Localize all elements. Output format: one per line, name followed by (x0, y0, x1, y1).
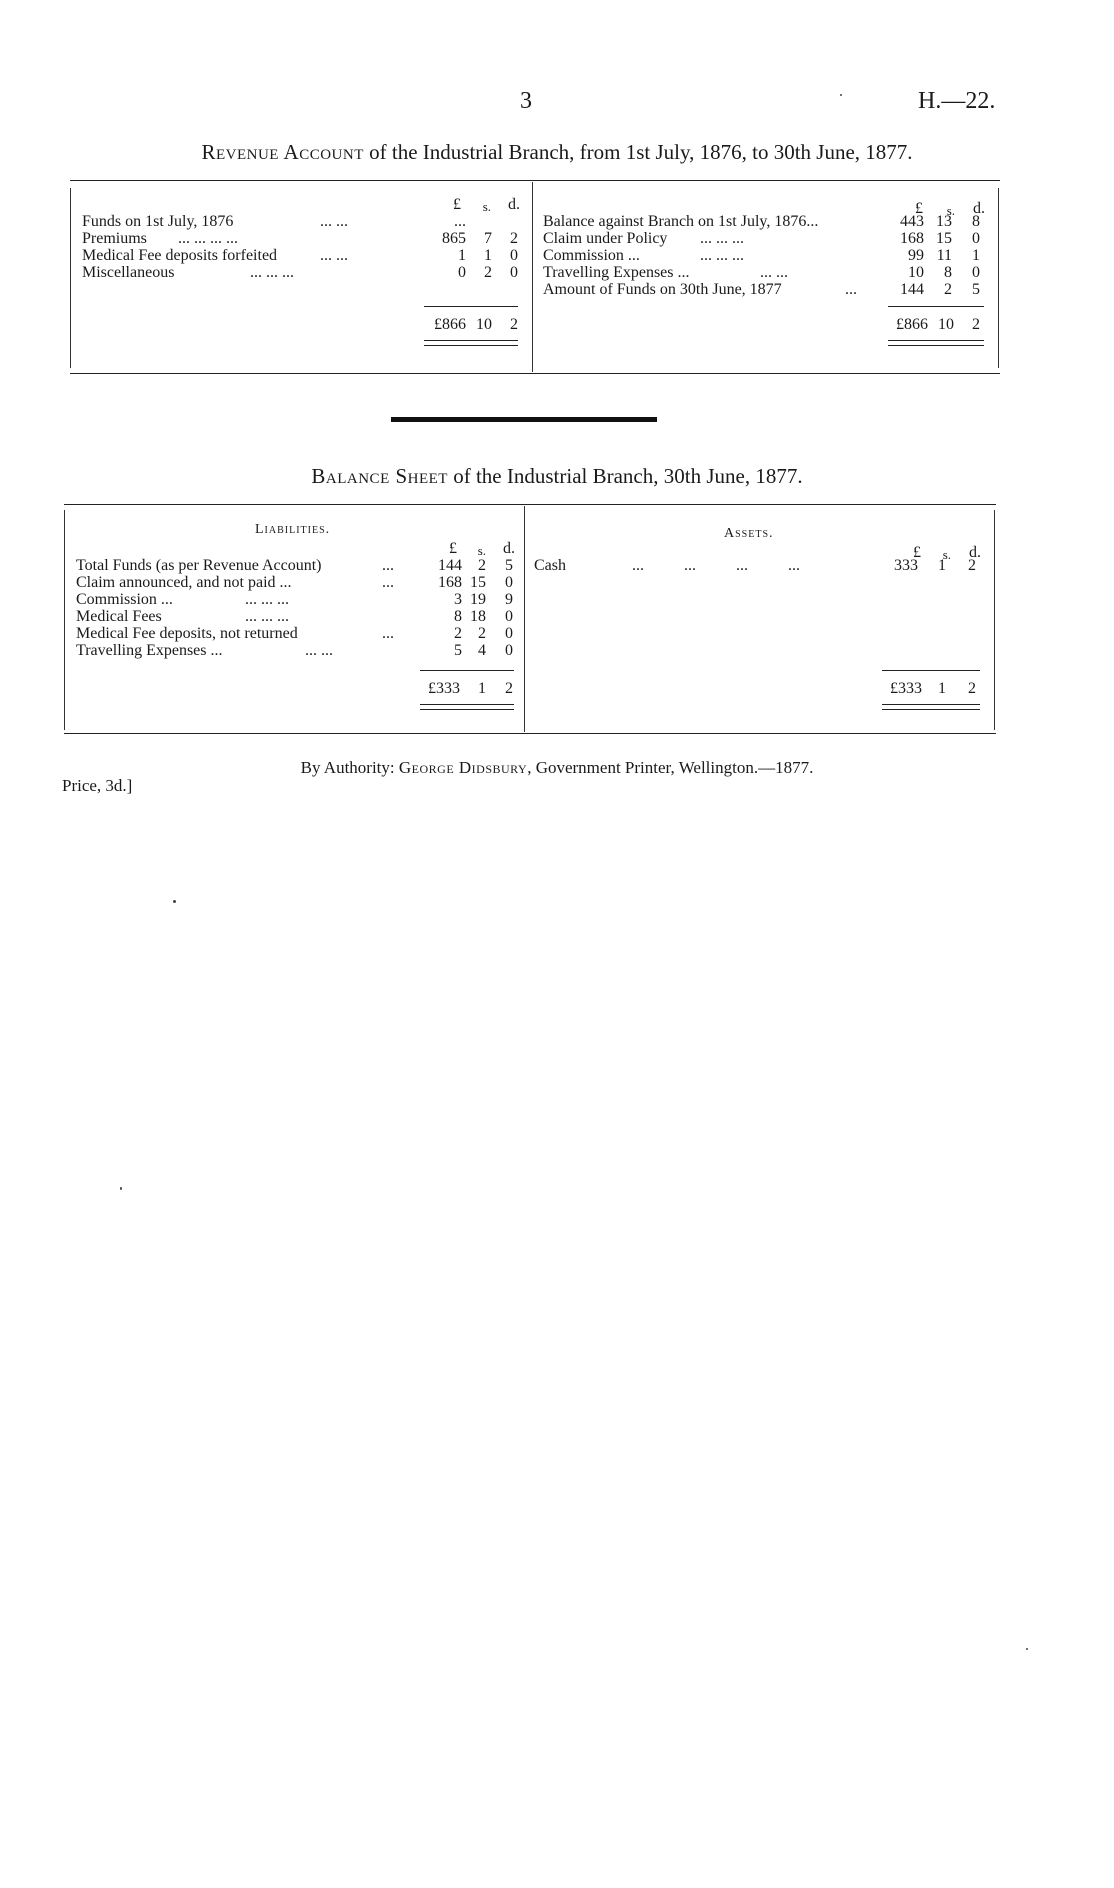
row-pence: 9 (505, 591, 513, 608)
balance-divider (524, 506, 525, 732)
row-shillings: 15 (936, 230, 952, 247)
row-pence: 0 (510, 247, 518, 264)
row-pence: 1 (972, 247, 980, 264)
revenue-left-total-rule (424, 306, 518, 307)
balance-sheet-title (0, 464, 1114, 489)
balance-right-pence-header: d. (969, 544, 981, 561)
row-pence: 2 (510, 230, 518, 247)
row-label: Medical Fees (76, 608, 162, 625)
row-leader-dots: ... ... ... (250, 264, 294, 281)
scan-speck (840, 94, 842, 96)
row-shillings: 11 (936, 247, 952, 264)
balance-right-total-shillings: 1 (938, 680, 946, 697)
balance-left-pence-header: d. (503, 540, 515, 557)
row-leader-dots: ... (382, 574, 394, 591)
row-pounds: 443 (900, 213, 924, 230)
row-shillings: 2 (478, 625, 486, 642)
row-pence: 0 (505, 608, 513, 625)
row-leader-dots: ... (382, 557, 394, 574)
revenue-right-total-double-rule (888, 340, 984, 346)
revenue-right-pence-header: d. (973, 200, 985, 217)
balance-left-total-pence: 2 (505, 680, 513, 697)
balance-right-total-double-rule (882, 704, 980, 710)
balance-right-shillings-header: s. (942, 547, 951, 562)
authority-lead: By Authority: (300, 758, 399, 777)
row-pounds: 2 (454, 625, 462, 642)
row-pounds: 1 (458, 247, 466, 264)
balance-left-total-pounds: £333 (428, 680, 460, 697)
revenue-right-pounds-header: £ (915, 200, 923, 217)
revenue-right-total-pounds: £866 (896, 316, 928, 333)
revenue-left-border (70, 188, 71, 368)
revenue-right-total-shillings: 10 (938, 316, 954, 333)
revenue-title-lead: Revenue Account (201, 140, 364, 164)
row-leader-dots: ... ... ... (700, 247, 744, 264)
revenue-left-total-double-rule (424, 340, 518, 346)
row-pounds: 0 (458, 264, 466, 281)
row-shillings: 13 (936, 213, 952, 230)
row-leader-dots: ... ... ... (245, 591, 289, 608)
row-pounds: 168 (900, 230, 924, 247)
balance-title-lead: Balance Sheet (311, 464, 448, 488)
row-shillings: 4 (478, 642, 486, 659)
row-pounds: 333 (894, 557, 918, 574)
revenue-right-total-rule (888, 306, 984, 307)
row-leader-dots: ... (845, 281, 857, 298)
row-pence: 0 (972, 264, 980, 281)
revenue-left-total-shillings: 10 (476, 316, 492, 333)
assets-header: Assets. (724, 526, 774, 541)
row-pounds: 144 (438, 557, 462, 574)
revenue-left-shillings-header: s. (482, 199, 491, 214)
authority-printer-name: George Didsbury (398, 758, 528, 777)
row-leader-dots: ... ... (320, 247, 348, 264)
row-pence: 0 (972, 230, 980, 247)
row-leader-dots: ... ... (305, 642, 333, 659)
row-label: Miscellaneous (82, 264, 175, 281)
row-pence: 0 (510, 264, 518, 281)
row-label: Total Funds (as per Revenue Account) (76, 557, 322, 574)
row-pence: 0 (505, 625, 513, 642)
row-leader-dots: ... ... (760, 264, 788, 281)
balance-right-total-pence: 2 (968, 680, 976, 697)
row-label: Travelling Expenses ... (76, 642, 223, 659)
row-label: Medical Fee deposits forfeited (82, 247, 278, 264)
row-leader-dots: ... (382, 625, 394, 642)
row-shillings: 2 (478, 557, 486, 574)
row-shillings: 1 (938, 557, 946, 574)
row-label: Claim announced, and not paid ... (76, 574, 292, 591)
revenue-account-table (70, 180, 1000, 374)
row-label: Premiums (82, 230, 147, 247)
section-separator (391, 417, 657, 422)
row-shillings: 18 (470, 608, 486, 625)
scan-speck (120, 1187, 122, 1190)
balance-right-border (994, 510, 995, 730)
row-label: Cash (534, 557, 566, 574)
row-pence (484, 213, 518, 231)
row-shillings: 7 (484, 230, 492, 247)
row-shillings: 19 (470, 591, 486, 608)
row-shillings: 8 (944, 264, 952, 281)
revenue-title-rest: of the Industrial Branch, from 1st July, 1876, to 30th June, 1877. (363, 140, 913, 164)
revenue-right-total-pence: 2 (972, 316, 980, 333)
row-pence: 5 (972, 281, 980, 298)
balance-left-total-double-rule (420, 704, 514, 710)
row-pounds: 8 (454, 608, 462, 625)
revenue-left-total-pence: 2 (510, 316, 518, 333)
balance-right-pounds-header: £ (913, 544, 921, 561)
liabilities-header: Liabilities. (255, 522, 331, 537)
row-label: Commission ... (76, 591, 173, 608)
row-leader-dots: ... ... ... ... (178, 230, 238, 247)
row-pounds: ... (454, 213, 466, 230)
row-pounds: 5 (454, 642, 462, 659)
row-shillings: 15 (470, 574, 486, 591)
balance-left-border (64, 510, 65, 730)
row-shillings: 2 (944, 281, 952, 298)
document-reference: H.—22. (918, 88, 996, 114)
row-pounds: 3 (454, 591, 462, 608)
authority-rest: , Government Printer, Wellington.—1877. (527, 758, 814, 777)
revenue-left-total-pounds: £866 (434, 316, 466, 333)
row-leader-dots: ... ... (320, 213, 348, 230)
revenue-left-pence-header: d. (508, 196, 520, 213)
revenue-left-pounds-header: £ (453, 196, 461, 213)
row-pounds: 10 (908, 264, 924, 281)
row-pounds: 865 (442, 230, 466, 247)
row-pounds: 144 (900, 281, 924, 298)
revenue-right-shillings-header: s. (946, 203, 955, 218)
row-pounds: 99 (908, 247, 924, 264)
authority-line (0, 758, 1114, 778)
row-label: Claim under Policy (543, 230, 668, 247)
row-label: Amount of Funds on 30th June, 1877 (543, 281, 782, 298)
price-label: Price, 3d.] (62, 776, 133, 795)
balance-left-pounds-header: £ (449, 540, 457, 557)
row-label: Commission ... (543, 247, 640, 264)
revenue-account-title (0, 140, 1114, 165)
scan-speck (173, 900, 176, 903)
balance-sheet-table (64, 504, 996, 734)
row-label: Medical Fee deposits, not returned (76, 625, 298, 642)
revenue-right-border (998, 188, 999, 368)
row-label: Travelling Expenses ... (543, 264, 690, 281)
row-pence: 8 (972, 213, 980, 230)
revenue-divider (532, 182, 533, 372)
row-pence: 2 (968, 557, 976, 574)
row-label: Funds on 1st July, 1876 (82, 213, 234, 230)
balance-left-total-rule (420, 670, 514, 671)
balance-left-total-shillings: 1 (478, 680, 486, 697)
row-pence: 5 (505, 557, 513, 574)
row-leader-dots: ... ... ... (700, 230, 744, 247)
scan-speck (1026, 1648, 1028, 1650)
balance-right-total-rule (882, 670, 980, 671)
page-number: 3 (520, 88, 532, 114)
balance-right-total-pounds: £333 (890, 680, 922, 697)
row-label: Balance against Branch on 1st July, 1876... (543, 213, 819, 230)
row-leader-dots: ... ... ... (245, 608, 289, 625)
row-shillings: 2 (484, 264, 492, 281)
row-shillings: 1 (484, 247, 492, 264)
row-pence: 0 (505, 642, 513, 659)
row-leader-dots: ... ... ... ... (632, 557, 800, 574)
row-pence: 0 (505, 574, 513, 591)
balance-title-rest: of the Industrial Branch, 30th June, 1877. (447, 464, 803, 488)
balance-left-shillings-header: s. (477, 543, 486, 558)
row-pounds: 168 (438, 574, 462, 591)
